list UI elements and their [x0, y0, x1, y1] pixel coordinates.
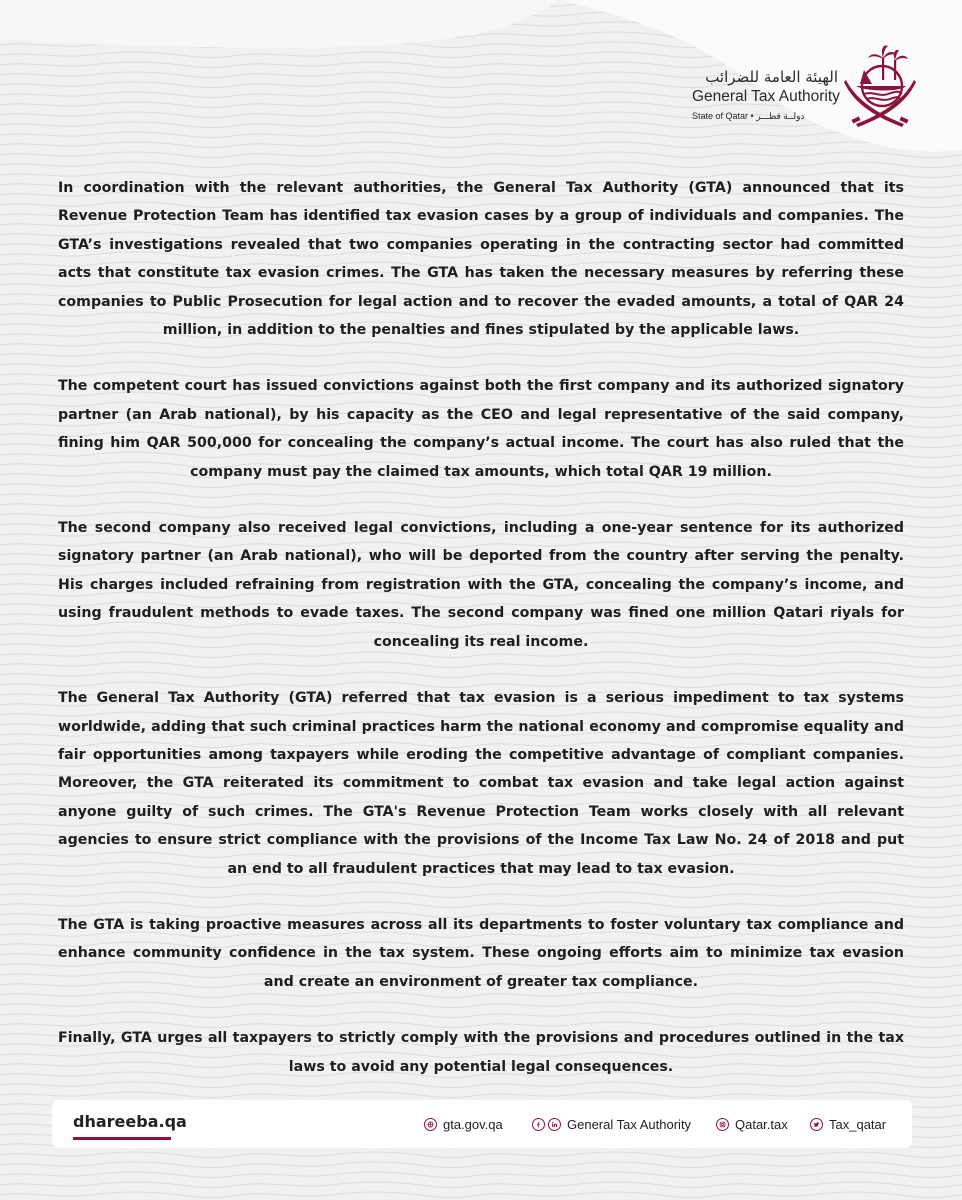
logo-text — [692, 68, 842, 122]
footer-instagram-link[interactable] — [716, 1114, 788, 1134]
footer-instagram-text: Qatar.tax — [735, 1116, 788, 1132]
qatar-emblem-icon — [842, 44, 918, 128]
paragraph-4: The General Tax Authority (GTA) referred that tax evasion is a serious impediment to tax systems worldwide, adding that such criminal practices harm the national economy and compromise equality and fair opportunities among taxpayers while eroding the competitive advantage of compliant companies. Moreover, the GTA reiterated its commitment to combat tax evasion and take legal action against anyone guilty of such crimes. The GTA's Revenue Protection Team works closely with all relevant agencies to ensure strict compliance with the provisions of the Income Tax Law No. 24 of 2018 and put an end to all fraudulent practices that may lead to tax evasion. — [58, 690, 904, 877]
footer-social-text: General Tax Authority — [567, 1116, 692, 1132]
footer-twitter-link[interactable] — [810, 1114, 886, 1134]
footer-web-link[interactable] — [424, 1114, 503, 1134]
footer-twitter-text: Tax_qatar — [829, 1116, 887, 1132]
globe-icon — [424, 1118, 437, 1131]
press-release-body — [58, 174, 904, 1109]
facebook-icon — [532, 1118, 545, 1131]
paragraph-3: The second company also received legal convictions, including a one-year sentence for its authorized signatory partner (an Arab national), who will be deported from the country after serving the penalty. His charges included refraining from registration with the GTA, concealing the company’s income, and using fraudulent methods to evade taxes. The second company was fined one million Qatari riyals for concealing its real income. — [58, 520, 904, 650]
paragraph-1: In coordination with the relevant authorities, the General Tax Authority (GTA) announced that its Revenue Protection Team has identified tax evasion cases by a group of individuals and companies. The GTA’s investigations revealed that two companies operating in the contracting sector had committed acts that constitute tax evasion crimes. The GTA has taken the necessary measures by referring these companies to Public Prosecution for legal action and to recover the evaded amounts, a total of QAR 24 million, in addition to the penalties and fines stipulated by the applicable laws. — [58, 180, 904, 339]
paragraph-6: Finally, GTA urges all taxpayers to strictly comply with the provisions and procedures outlined in the tax laws to avoid any potential legal consequences. — [58, 1030, 904, 1075]
gta-logo — [692, 44, 922, 128]
footer-bar — [52, 1100, 912, 1148]
paragraph-5: The GTA is taking proactive measures across all its departments to foster voluntary tax compliance and enhance community confidence in the tax system. These ongoing efforts aim to minimize tax evasion and create an environment of greater tax compliance. — [58, 916, 904, 990]
footer-web-text: gta.gov.qa — [443, 1116, 503, 1132]
logo-arabic-name: الهيئة العامة للضرائب — [705, 68, 838, 86]
logo-state-line: State of Qatar • دولــة قطـــر — [692, 111, 805, 121]
instagram-icon — [716, 1118, 729, 1131]
dhareeba-site-link[interactable]: dhareeba.qa — [73, 1112, 187, 1131]
linkedin-icon — [548, 1118, 561, 1131]
twitter-icon — [810, 1118, 823, 1131]
logo-english-name: General Tax Authority — [692, 88, 840, 105]
footer-social-link[interactable] — [532, 1114, 691, 1134]
site-underline — [73, 1137, 171, 1140]
paragraph-2: The competent court has issued convictions against both the first company and its authorized signatory partner (an Arab national), by his capacity as the CEO and legal representative of the said company, fining him QAR 500,000 for concealing the company’s actual income. The court has also ruled that the company must pay the claimed tax amounts, which total QAR 19 million. — [58, 378, 904, 480]
